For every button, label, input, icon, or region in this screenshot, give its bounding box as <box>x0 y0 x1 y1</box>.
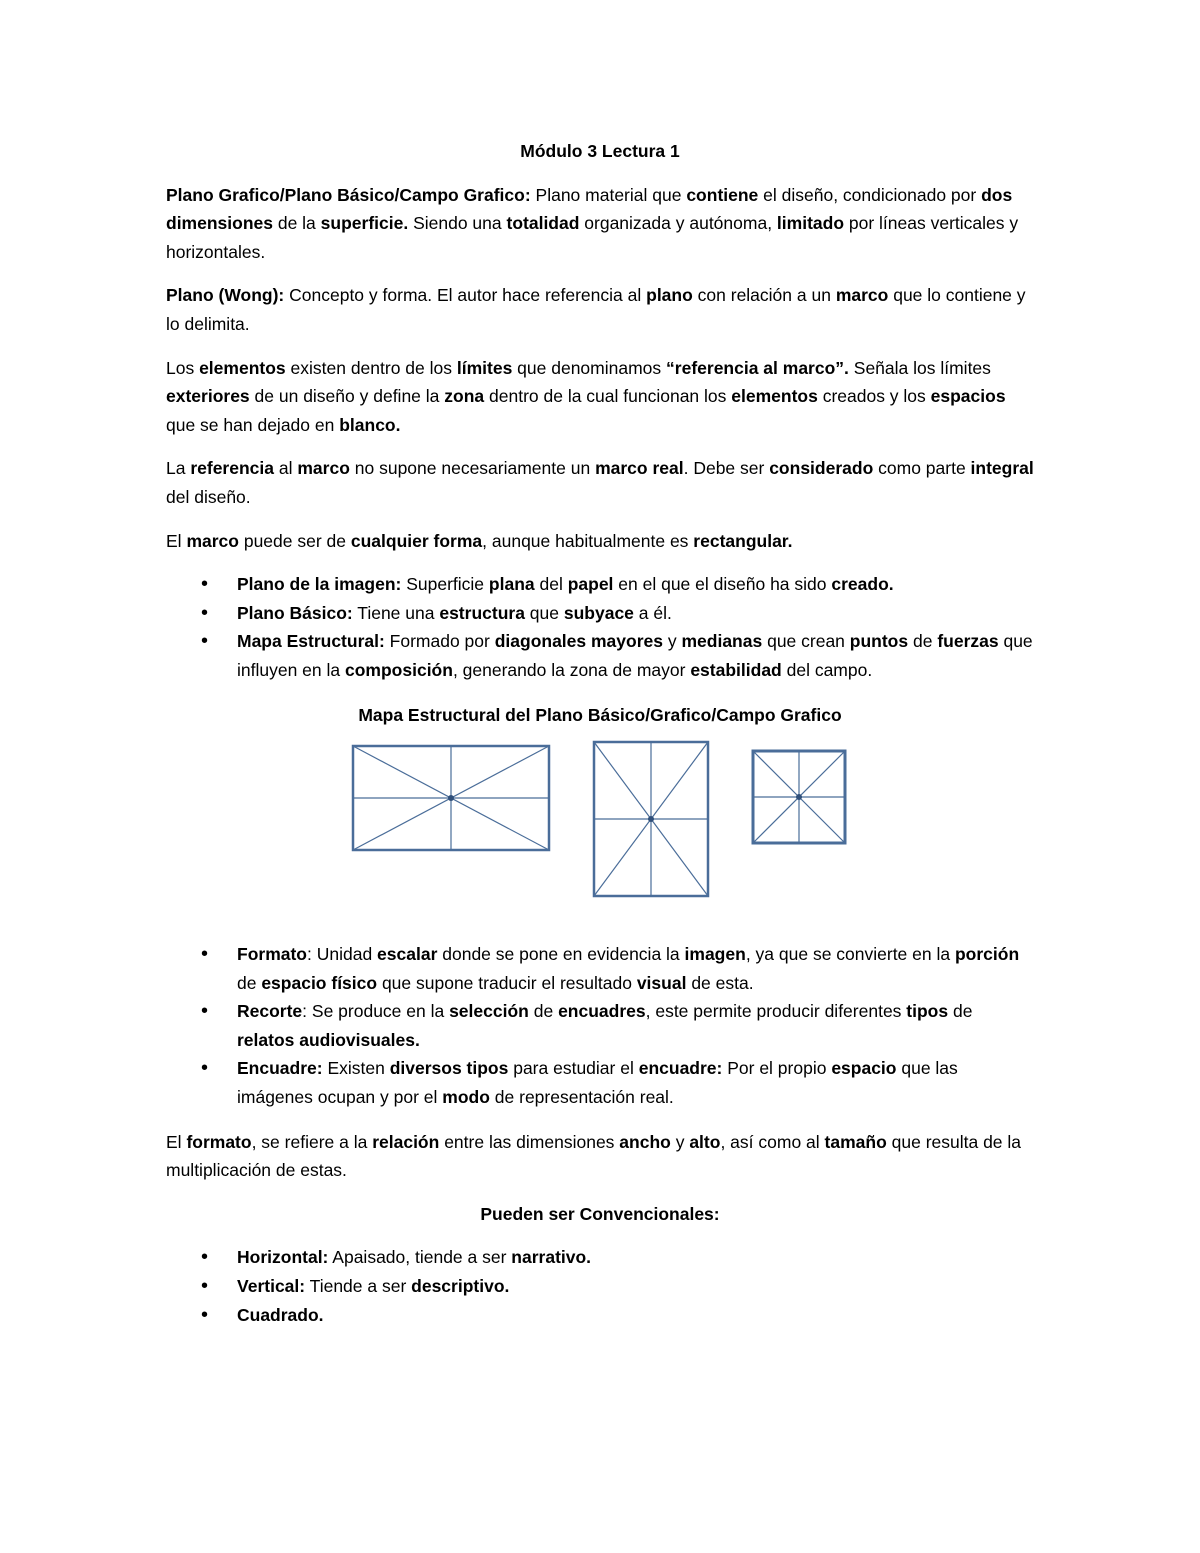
bold-term: limitado <box>776 213 845 234</box>
bold-term: narrativo. <box>511 1247 592 1268</box>
bold-term: ancho <box>619 1131 671 1152</box>
list-item: • Mapa Estructural: Formado por diagonales mayores y medianas que crean puntos de fuerzas que influyen en la composición, generando la zona de mayor estabilidad del campo. <box>166 627 1034 684</box>
frame-square-diagram <box>751 749 849 847</box>
bold-term: Vertical: <box>237 1276 306 1297</box>
bold-term: espacios <box>930 386 1006 407</box>
paragraph-referencia: La referencia al marco no supone necesariamente un marco real. Debe ser considerado como parte integral del diseño. <box>166 458 1034 507</box>
bold-term: integral <box>970 458 1034 479</box>
bold-term: Recorte <box>237 1001 303 1022</box>
center-point <box>648 816 654 822</box>
bold-term: Plano Básico: <box>237 602 353 623</box>
bold-term: relatos audiovisuales. <box>237 1029 420 1050</box>
bold-term: selección <box>449 1001 529 1022</box>
bold-term: tipos <box>906 1001 949 1022</box>
conventional-heading: Pueden ser Convencionales: <box>480 1203 720 1224</box>
structural-map-figure <box>166 744 1034 920</box>
bold-term: plana <box>488 574 535 595</box>
bold-term: rectangular. <box>693 530 793 551</box>
bold-term: imagen <box>684 944 746 965</box>
bold-term: fuerzas <box>937 631 999 652</box>
bold-term: modo <box>442 1087 490 1108</box>
frame-vertical <box>594 742 708 896</box>
bold-term: composición <box>345 659 453 680</box>
bold-term: plano <box>646 285 693 306</box>
paragraph-plano-grafico: Plano Grafico/Plano Básico/Campo Grafico: Plano material que contiene el diseño, condicionado por dos dimensiones de la superficie. Siendo una totalidad organizada y autónoma, limitado por líneas verticales y horizontales. <box>166 184 1019 262</box>
bold-term: espacio <box>831 1058 897 1079</box>
bold-term: elementos <box>199 357 286 378</box>
bold-term: considerado <box>769 458 874 479</box>
bold-term: referencia <box>190 458 274 479</box>
bold-term: marco <box>186 530 239 551</box>
bold-term: Cuadrado. <box>237 1304 324 1325</box>
bullet-list-convencionales <box>166 1243 1034 1329</box>
paragraph-marco: El marco puede ser de cualquier forma, aunque habitualmente es rectangular. <box>166 530 793 551</box>
bold-term: estabilidad <box>690 659 782 680</box>
frame-horizontal <box>353 746 549 850</box>
bold-term: porción <box>954 944 1020 965</box>
bold-term: creado. <box>831 574 894 595</box>
figure-title: Mapa Estructural del Plano Básico/Grafico/Campo Grafico <box>358 704 842 725</box>
bullet-list-formato <box>166 940 1034 1112</box>
bold-term: contiene <box>686 184 759 205</box>
bold-term: límites <box>456 357 513 378</box>
bold-term: Formato <box>237 944 307 965</box>
list-item: • Recorte: Se produce en la selección de encuadres, este permite producir diferentes tipos de relatos audiovisuales. <box>166 997 1034 1054</box>
paragraph-elementos: Los elementos existen dentro de los límites que denominamos “referencia al marco”. Señala los límites exteriores de un diseño y define la zona dentro de la cual funcionan los elementos creados y los espacios que se han dejado en blanco. <box>166 357 1006 435</box>
center-point <box>796 794 802 800</box>
bullet-list-plano <box>166 570 1034 684</box>
bold-term: totalidad <box>506 213 580 234</box>
list-item <box>166 1301 1034 1330</box>
bold-term: blanco. <box>339 414 401 435</box>
list-item: • Formato: Unidad escalar donde se pone en evidencia la imagen, ya que se convierte en la porción de espacio físico que supone traducir el resultado visual de esta. <box>166 940 1034 997</box>
bold-term: visual <box>636 972 687 993</box>
frame-square <box>753 751 845 843</box>
bold-term: subyace <box>563 602 634 623</box>
bold-term: diversos tipos <box>389 1058 509 1079</box>
list-item: • Encuadre: Existen diversos tipos para estudiar el encuadre: Por el propio espacio que las imágenes ocupan y por el modo de representación real. <box>166 1054 1034 1111</box>
list-item: • Plano de la imagen: Superficie plana del papel en el que el diseño ha sido creado. <box>166 570 1034 599</box>
paragraph-formato: El formato, se refiere a la relación entre las dimensiones ancho y alto, así como al tamaño que resulta de la multiplicación de estas. <box>166 1131 1022 1181</box>
bold-term: Plano (Wong): <box>166 285 285 306</box>
bold-term: diagonales mayores <box>494 631 663 652</box>
list-item: • Plano Básico: Tiene una estructura que subyace a él. <box>166 599 1034 628</box>
bold-term: puntos <box>849 631 909 652</box>
bold-term: alto <box>689 1131 721 1152</box>
bold-term: escalar <box>377 944 438 965</box>
bold-term: descriptivo. <box>411 1276 510 1297</box>
bold-term: dos dimensiones <box>166 184 1013 234</box>
bold-term: “referencia al marco”. <box>666 357 849 378</box>
bold-term: Plano Grafico/Plano Básico/Campo Grafico: <box>166 184 531 205</box>
bold-term: estructura <box>439 602 525 623</box>
page-title: Módulo 3 Lectura 1 <box>520 141 680 161</box>
bold-term: superficie. <box>320 213 409 234</box>
bold-term: Plano de la imagen: <box>237 574 402 595</box>
bold-term: papel <box>567 574 614 595</box>
bold-term: Encuadre: <box>237 1058 323 1079</box>
paragraph-plano-wong: Plano (Wong): Concepto y forma. El autor hace referencia al plano con relación a un marco que lo contiene y lo delimita. <box>166 285 1026 334</box>
bold-term: Mapa Estructural: <box>237 631 385 652</box>
bold-term: medianas <box>681 631 763 652</box>
bold-term: espacio físico <box>261 972 378 993</box>
bold-term: elementos <box>731 386 818 407</box>
bold-term: encuadres <box>558 1001 646 1022</box>
list-item: • Vertical: Tiende a ser descriptivo. <box>166 1272 1034 1301</box>
bold-term: marco real <box>595 458 684 479</box>
bold-term: encuadre: <box>638 1058 723 1079</box>
center-point <box>448 795 454 801</box>
bold-term: cualquier forma <box>350 530 483 551</box>
list-item: • Horizontal: Apaisado, tiende a ser narrativo. <box>166 1243 1034 1272</box>
bold-term: exteriores <box>166 386 250 407</box>
bold-term: marco <box>297 458 350 479</box>
bold-term: relación <box>372 1131 440 1152</box>
bold-term: Horizontal: <box>237 1247 329 1268</box>
bold-term: tamaño <box>824 1131 887 1152</box>
document-body <box>166 137 1034 1345</box>
frame-horizontal-diagram <box>351 744 551 852</box>
frame-vertical-diagram <box>592 740 712 900</box>
bold-term: marco <box>835 285 889 306</box>
bold-term: formato <box>186 1131 252 1152</box>
bold-term: zona <box>444 386 485 407</box>
